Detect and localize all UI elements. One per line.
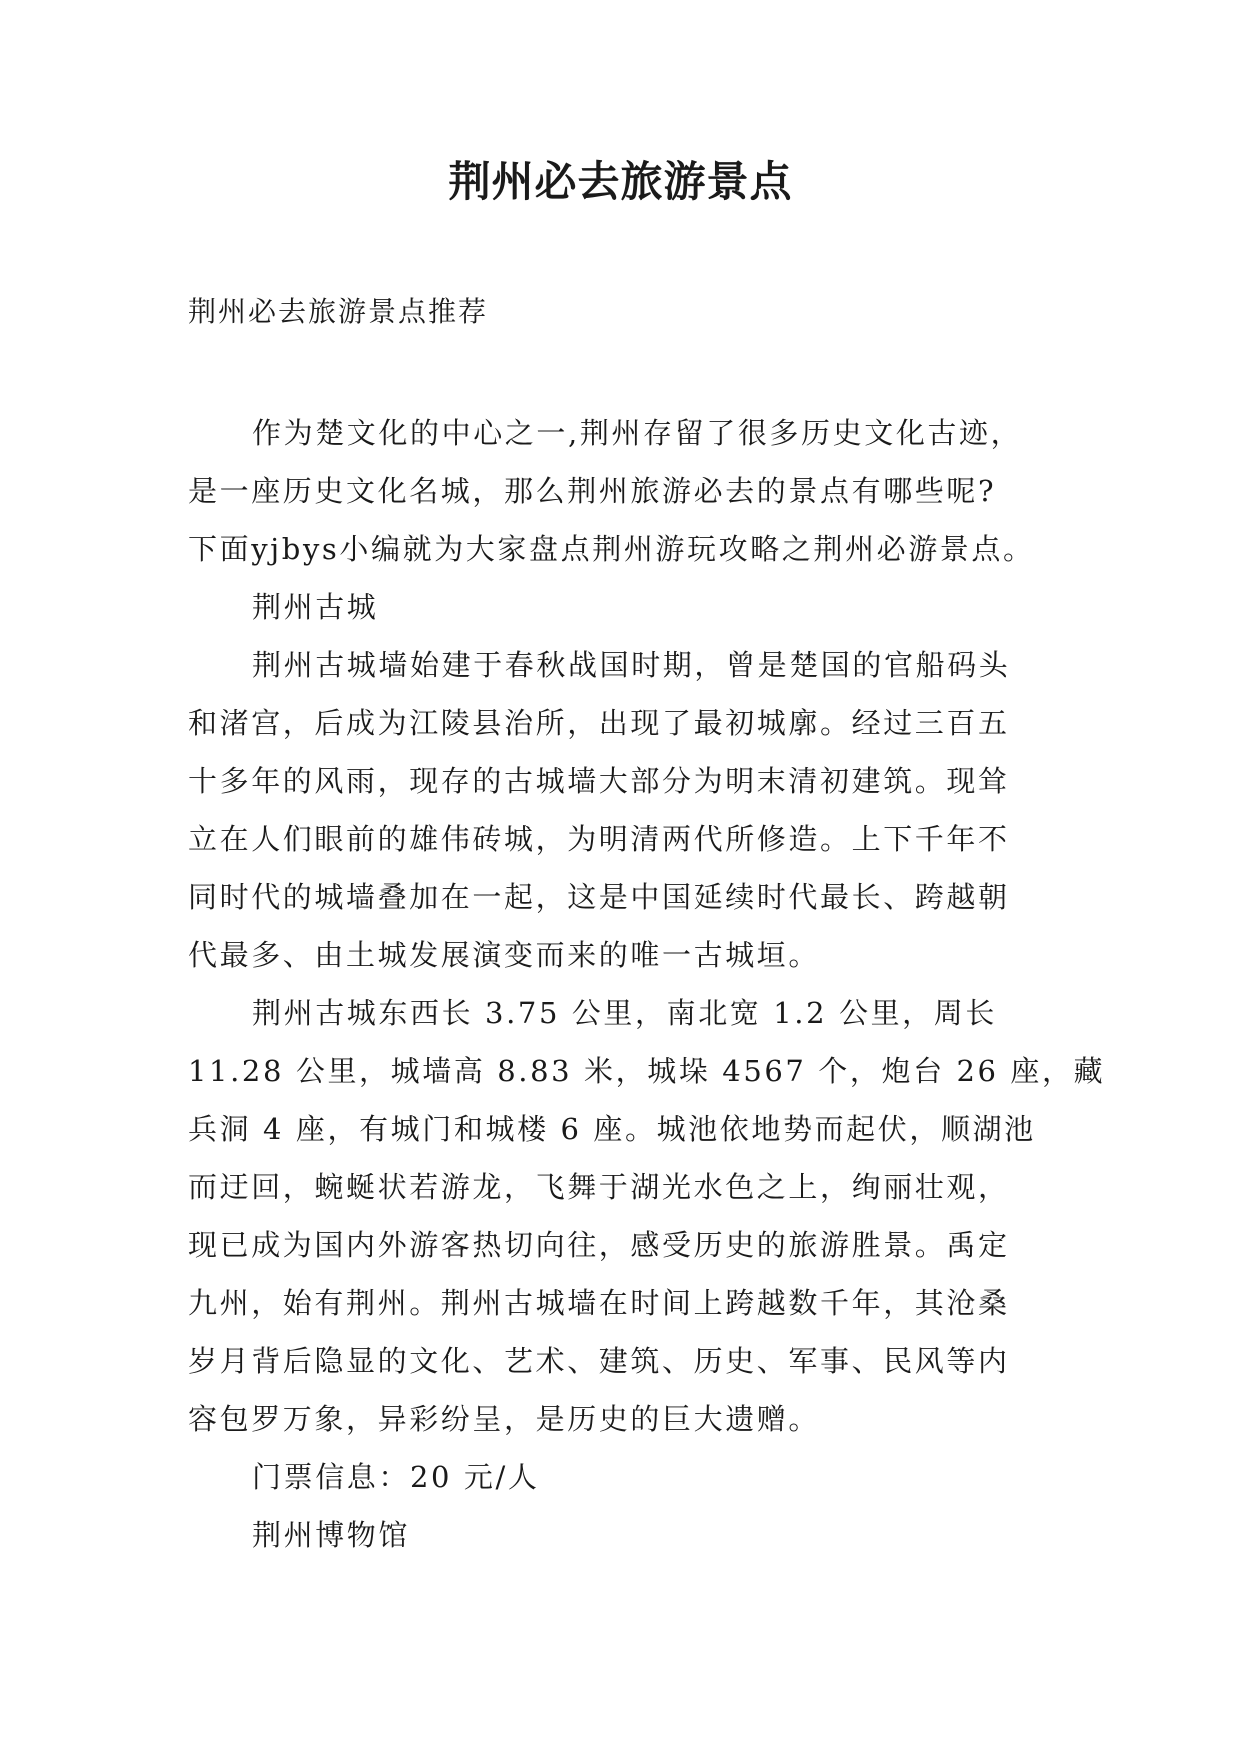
paragraph-line: 代最多、由土城发展演变而来的唯一古城垣。 <box>188 938 821 972</box>
paragraph-line: 荆州古城东西长 3.75 公里，南北宽 1.2 公里，周长 <box>252 996 997 1030</box>
paragraph-line: 同时代的城墙叠加在一起，这是中国延续时代最长、跨越朝 <box>188 880 1010 914</box>
paragraph-line: 兵洞 4 座，有城门和城楼 6 座。城池依地势而起伏，顺湖池 <box>188 1112 1036 1146</box>
document-subtitle: 荆州必去旅游景点推荐 <box>188 295 489 328</box>
paragraph-line: 现已成为国内外游客热切向往，感受历史的旅游胜景。禹定 <box>188 1228 1010 1262</box>
section-heading: 荆州古城 <box>252 590 379 624</box>
paragraph-line: 岁月背后隐显的文化、艺术、建筑、历史、军事、民风等内 <box>188 1344 1010 1378</box>
document-title: 荆州必去旅游景点 <box>448 157 793 206</box>
section-heading: 荆州博物馆 <box>252 1518 411 1552</box>
ticket-info: 门票信息：20 元/人 <box>252 1460 540 1494</box>
paragraph-line: 荆州古城墙始建于春秋战国时期，曾是楚国的官船码头 <box>252 648 1011 682</box>
paragraph-line: 作为楚文化的中心之一,荆州存留了很多历史文化古迹， <box>252 416 1023 450</box>
paragraph-line: 立在人们眼前的雄伟砖城，为明清两代所修造。上下千年不 <box>188 822 1010 856</box>
paragraph-line: 是一座历史文化名城，那么荆州旅游必去的景点有哪些呢? <box>188 474 997 508</box>
paragraph-line: 容包罗万象，异彩纷呈，是历史的巨大遗赠。 <box>188 1402 821 1436</box>
paragraph-line: 九州，始有荆州。荆州古城墙在时间上跨越数千年，其沧桑 <box>188 1286 1010 1320</box>
paragraph-line: 下面yjbys小编就为大家盘点荆州游玩攻略之荆州必游景点。 <box>188 532 1035 566</box>
paragraph-line: 而迂回，蜿蜒状若游龙，飞舞于湖光水色之上，绚丽壮观， <box>188 1170 1010 1204</box>
document-body <box>188 404 1106 1564</box>
paragraph-line: 十多年的风雨，现存的古城墙大部分为明末清初建筑。现耸 <box>188 764 1010 798</box>
paragraph-line: 11.28 公里，城墙高 8.83 米，城垛 4567 个，炮台 26 座，藏 <box>188 1054 1106 1088</box>
paragraph-line: 和渚宫，后成为江陵县治所，出现了最初城廓。经过三百五 <box>188 706 1010 740</box>
